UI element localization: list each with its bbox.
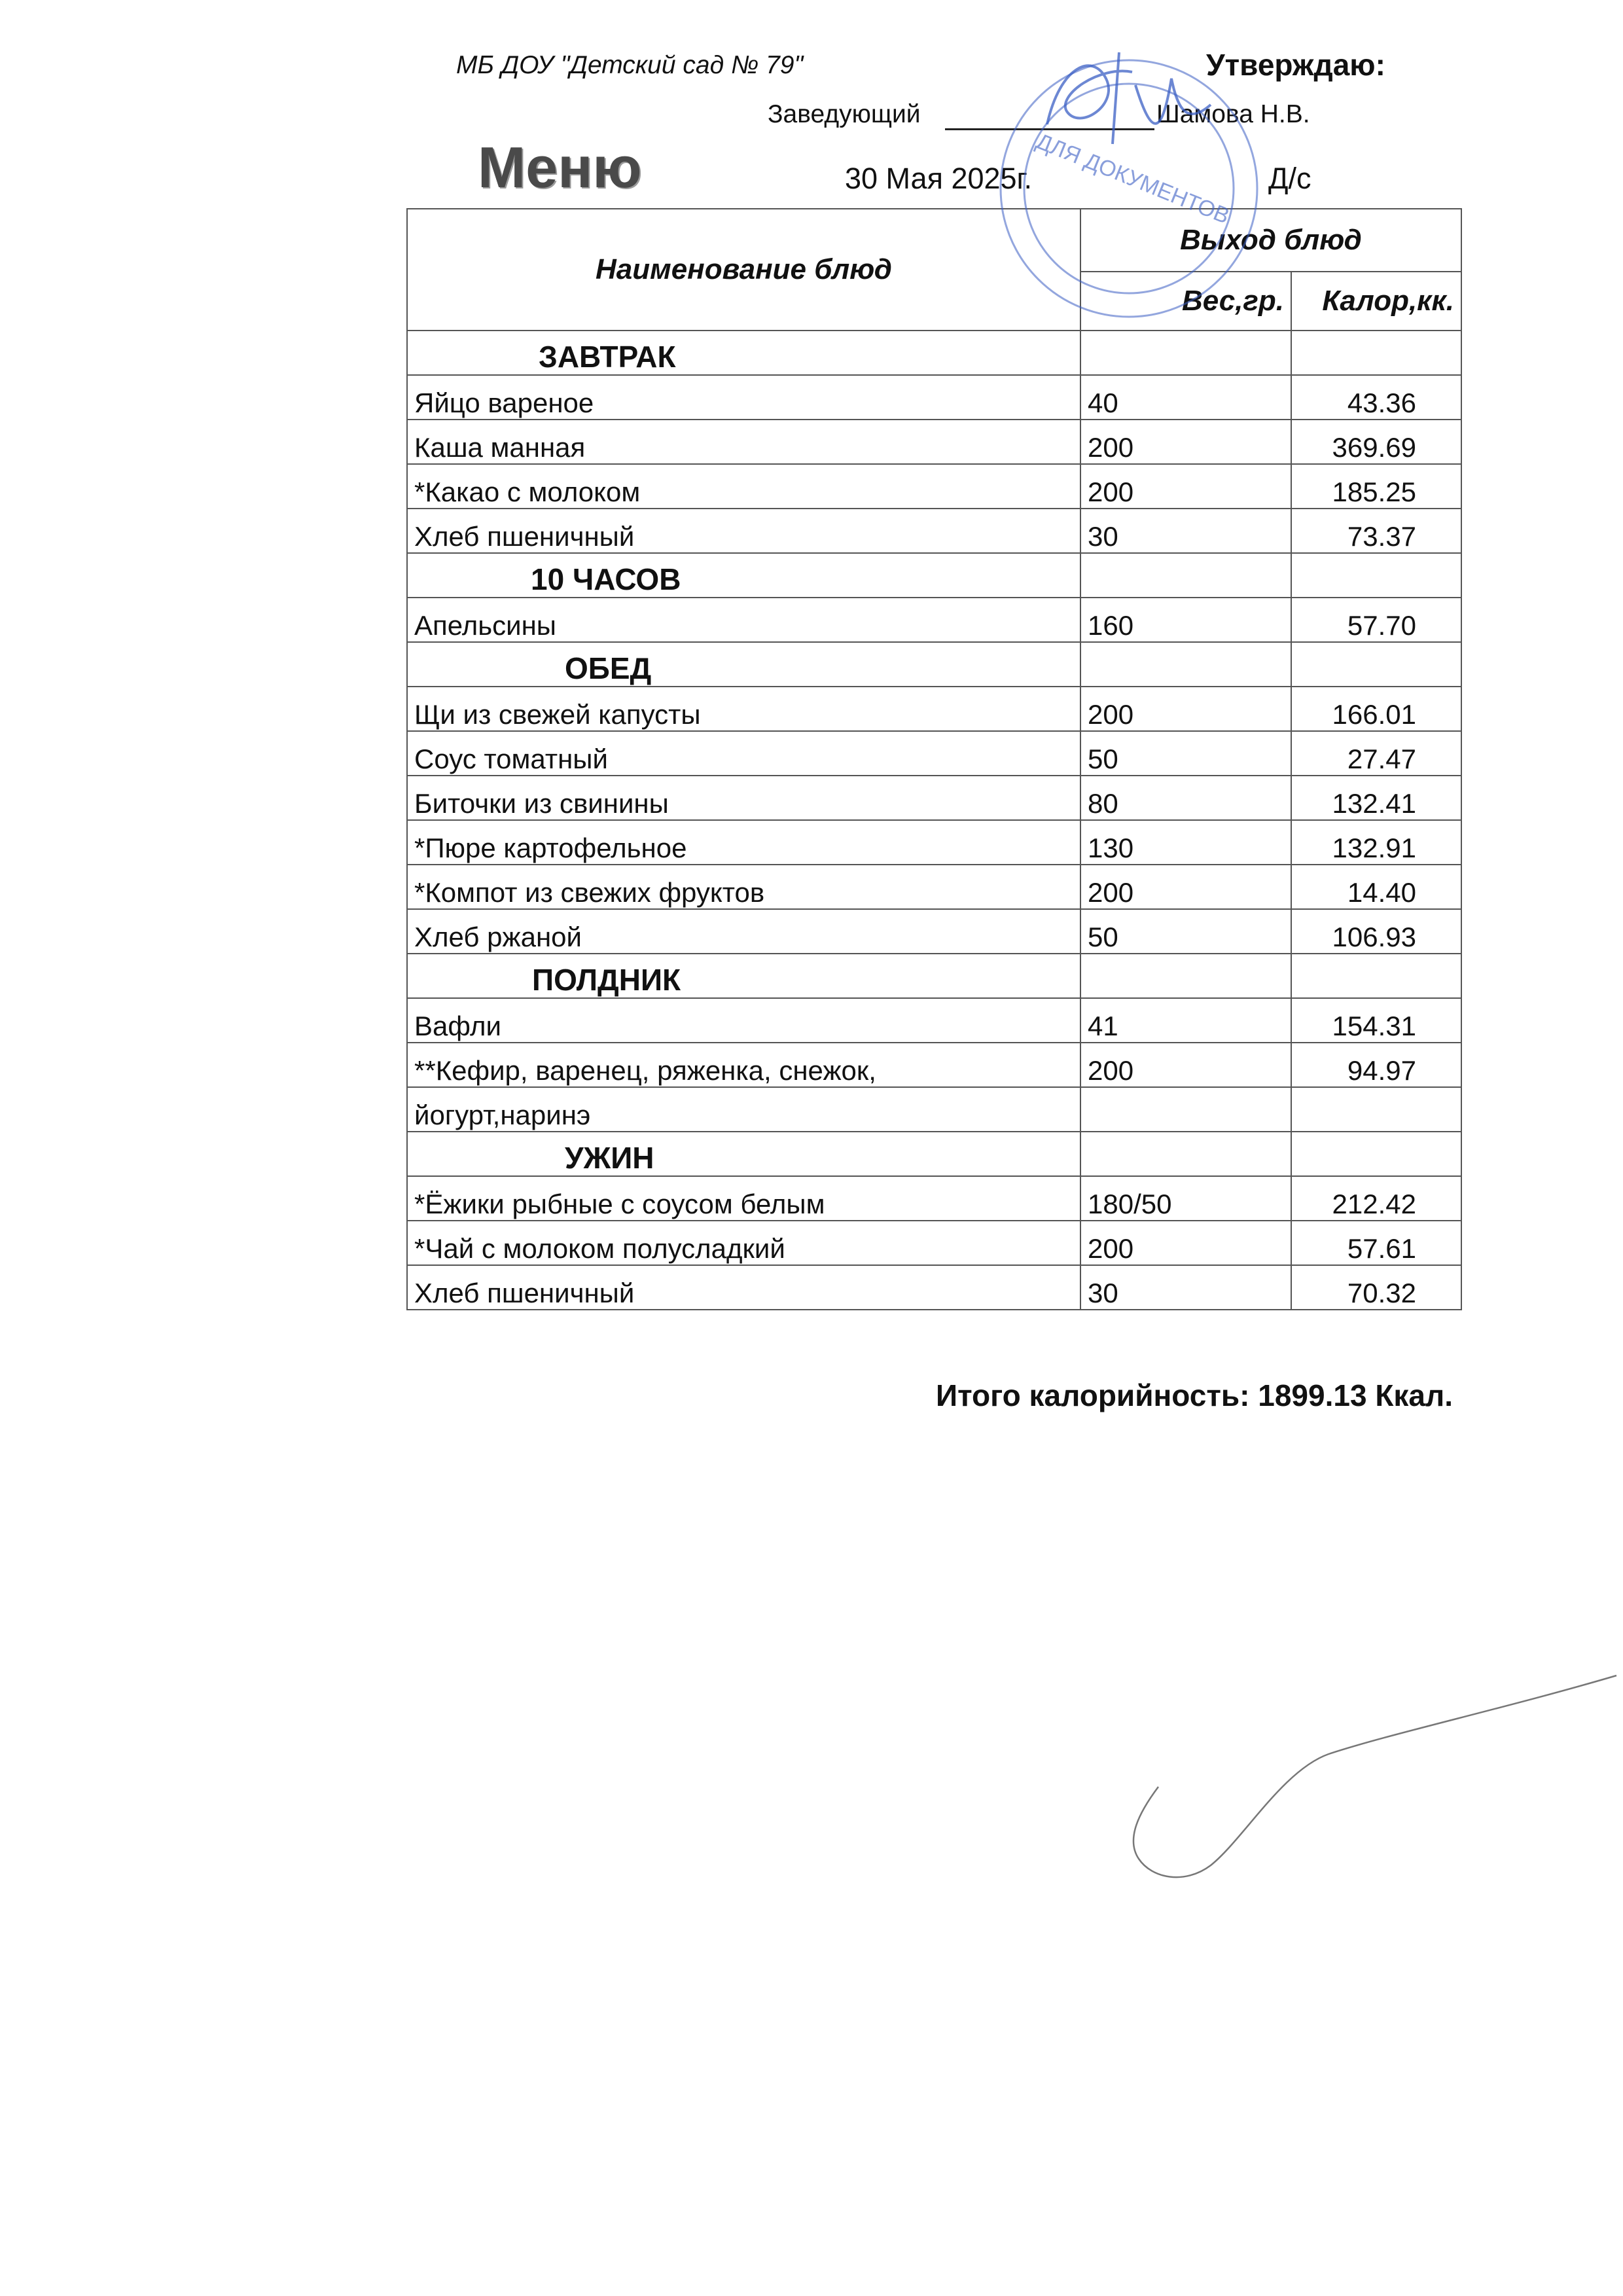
dish-calories: 70.32 — [1291, 1265, 1461, 1310]
menu-item-row — [407, 1043, 1461, 1087]
approve-label: Утверждаю: — [1206, 48, 1385, 82]
section-row — [407, 642, 1461, 687]
dish-name: Вафли — [407, 998, 1080, 1043]
dish-name: Апельсины — [407, 598, 1080, 642]
dish-weight: 50 — [1080, 909, 1291, 954]
menu-item-row — [407, 509, 1461, 553]
empty-cell — [1291, 954, 1461, 998]
menu-item-row — [407, 375, 1461, 420]
total-calories: Итого калорийность: 1899.13 Ккал. — [936, 1378, 1453, 1412]
section-title: ЗАВТРАК — [407, 331, 1080, 375]
dish-weight: 200 — [1080, 1221, 1291, 1265]
dish-weight — [1080, 1087, 1291, 1132]
dish-calories: 154.31 — [1291, 998, 1461, 1043]
menu-table — [406, 208, 1462, 1310]
dish-weight: 200 — [1080, 865, 1291, 909]
dish-weight: 200 — [1080, 687, 1291, 731]
dish-name: Хлеб ржаной — [407, 909, 1080, 954]
column-header-calories: Калор,кк. — [1291, 272, 1461, 331]
dish-calories: 57.61 — [1291, 1221, 1461, 1265]
dish-weight: 180/50 — [1080, 1176, 1291, 1221]
dish-name: йогурт,наринэ — [407, 1087, 1080, 1132]
dish-weight: 30 — [1080, 509, 1291, 553]
section-row — [407, 954, 1461, 998]
dish-name: Щи из свежей капусты — [407, 687, 1080, 731]
menu-item-row — [407, 998, 1461, 1043]
dish-weight: 200 — [1080, 420, 1291, 464]
dish-weight: 50 — [1080, 731, 1291, 776]
organization-name: МБ ДОУ "Детский сад № 79" — [456, 51, 804, 79]
head-name: Шамова Н.В. — [1156, 100, 1310, 128]
empty-cell — [1291, 331, 1461, 375]
dish-weight: 40 — [1080, 375, 1291, 420]
menu-item-row — [407, 776, 1461, 820]
column-header-output: Выход блюд — [1080, 209, 1461, 272]
dish-calories: 106.93 — [1291, 909, 1461, 954]
dish-weight: 30 — [1080, 1265, 1291, 1310]
dish-name: *Пюре картофельное — [407, 820, 1080, 865]
empty-cell — [1080, 1132, 1291, 1176]
dish-name: Каша манная — [407, 420, 1080, 464]
dish-name: *Ёжики рыбные с соусом белым — [407, 1176, 1080, 1221]
dish-name: *Чай с молоком полусладкий — [407, 1221, 1080, 1265]
menu-item-row — [407, 420, 1461, 464]
scribble-stroke — [1133, 1676, 1616, 1877]
dish-calories: 369.69 — [1291, 420, 1461, 464]
empty-cell — [1080, 553, 1291, 598]
dish-name: Соус томатный — [407, 731, 1080, 776]
empty-cell — [1080, 954, 1291, 998]
menu-item-row — [407, 464, 1461, 509]
section-row — [407, 553, 1461, 598]
signature-mark — [1021, 39, 1217, 151]
dish-weight: 130 — [1080, 820, 1291, 865]
menu-date: 30 Мая 2025г. — [845, 162, 1032, 195]
empty-cell — [1080, 331, 1291, 375]
menu-item-row — [407, 1176, 1461, 1221]
page-title: Меню — [478, 135, 642, 200]
dish-weight: 80 — [1080, 776, 1291, 820]
menu-item-row — [407, 1221, 1461, 1265]
dish-weight: 41 — [1080, 998, 1291, 1043]
stamp-text: ДЛЯ ДОКУМЕНТОВ — [1033, 128, 1233, 229]
dish-calories: 132.41 — [1291, 776, 1461, 820]
section-title: 10 ЧАСОВ — [407, 553, 1080, 598]
signature-stroke — [1047, 52, 1211, 144]
dish-calories — [1291, 1087, 1461, 1132]
dish-name: *Какао с молоком — [407, 464, 1080, 509]
dish-weight: 200 — [1080, 464, 1291, 509]
menu-item-row — [407, 598, 1461, 642]
section-title: УЖИН — [407, 1132, 1080, 1176]
dish-name: **Кефир, варенец, ряженка, снежок, — [407, 1043, 1080, 1087]
dish-calories: 43.36 — [1291, 375, 1461, 420]
empty-cell — [1291, 1132, 1461, 1176]
menu-item-row — [407, 865, 1461, 909]
menu-item-row — [407, 1265, 1461, 1310]
section-row — [407, 1132, 1461, 1176]
dish-calories: 132.91 — [1291, 820, 1461, 865]
menu-item-row — [407, 909, 1461, 954]
menu-item-row — [407, 820, 1461, 865]
pen-scribble — [1113, 1669, 1623, 1885]
empty-cell — [1291, 642, 1461, 687]
menu-item-row — [407, 731, 1461, 776]
column-header-weight: Вес,гр. — [1080, 272, 1291, 331]
head-role: Заведующий — [768, 100, 921, 128]
menu-item-row — [407, 1087, 1461, 1132]
empty-cell — [1291, 553, 1461, 598]
dish-name: Хлеб пшеничный — [407, 509, 1080, 553]
dish-calories: 57.70 — [1291, 598, 1461, 642]
column-header-name: Наименование блюд — [407, 209, 1080, 331]
empty-cell — [1080, 642, 1291, 687]
section-title: ПОЛДНИК — [407, 954, 1080, 998]
dish-calories: 27.47 — [1291, 731, 1461, 776]
dish-calories: 73.37 — [1291, 509, 1461, 553]
section-title: ОБЕД — [407, 642, 1080, 687]
dish-calories: 166.01 — [1291, 687, 1461, 731]
dish-weight: 160 — [1080, 598, 1291, 642]
dish-calories: 185.25 — [1291, 464, 1461, 509]
menu-body — [407, 331, 1461, 1310]
menu-item-row — [407, 687, 1461, 731]
section-row — [407, 331, 1461, 375]
dish-name: *Компот из свежих фруктов — [407, 865, 1080, 909]
dish-name: Хлеб пшеничный — [407, 1265, 1080, 1310]
group-label: Д/с — [1268, 162, 1311, 195]
dish-calories: 94.97 — [1291, 1043, 1461, 1087]
dish-name: Яйцо вареное — [407, 375, 1080, 420]
dish-calories: 212.42 — [1291, 1176, 1461, 1221]
dish-weight: 200 — [1080, 1043, 1291, 1087]
dish-calories: 14.40 — [1291, 865, 1461, 909]
dish-name: Биточки из свинины — [407, 776, 1080, 820]
